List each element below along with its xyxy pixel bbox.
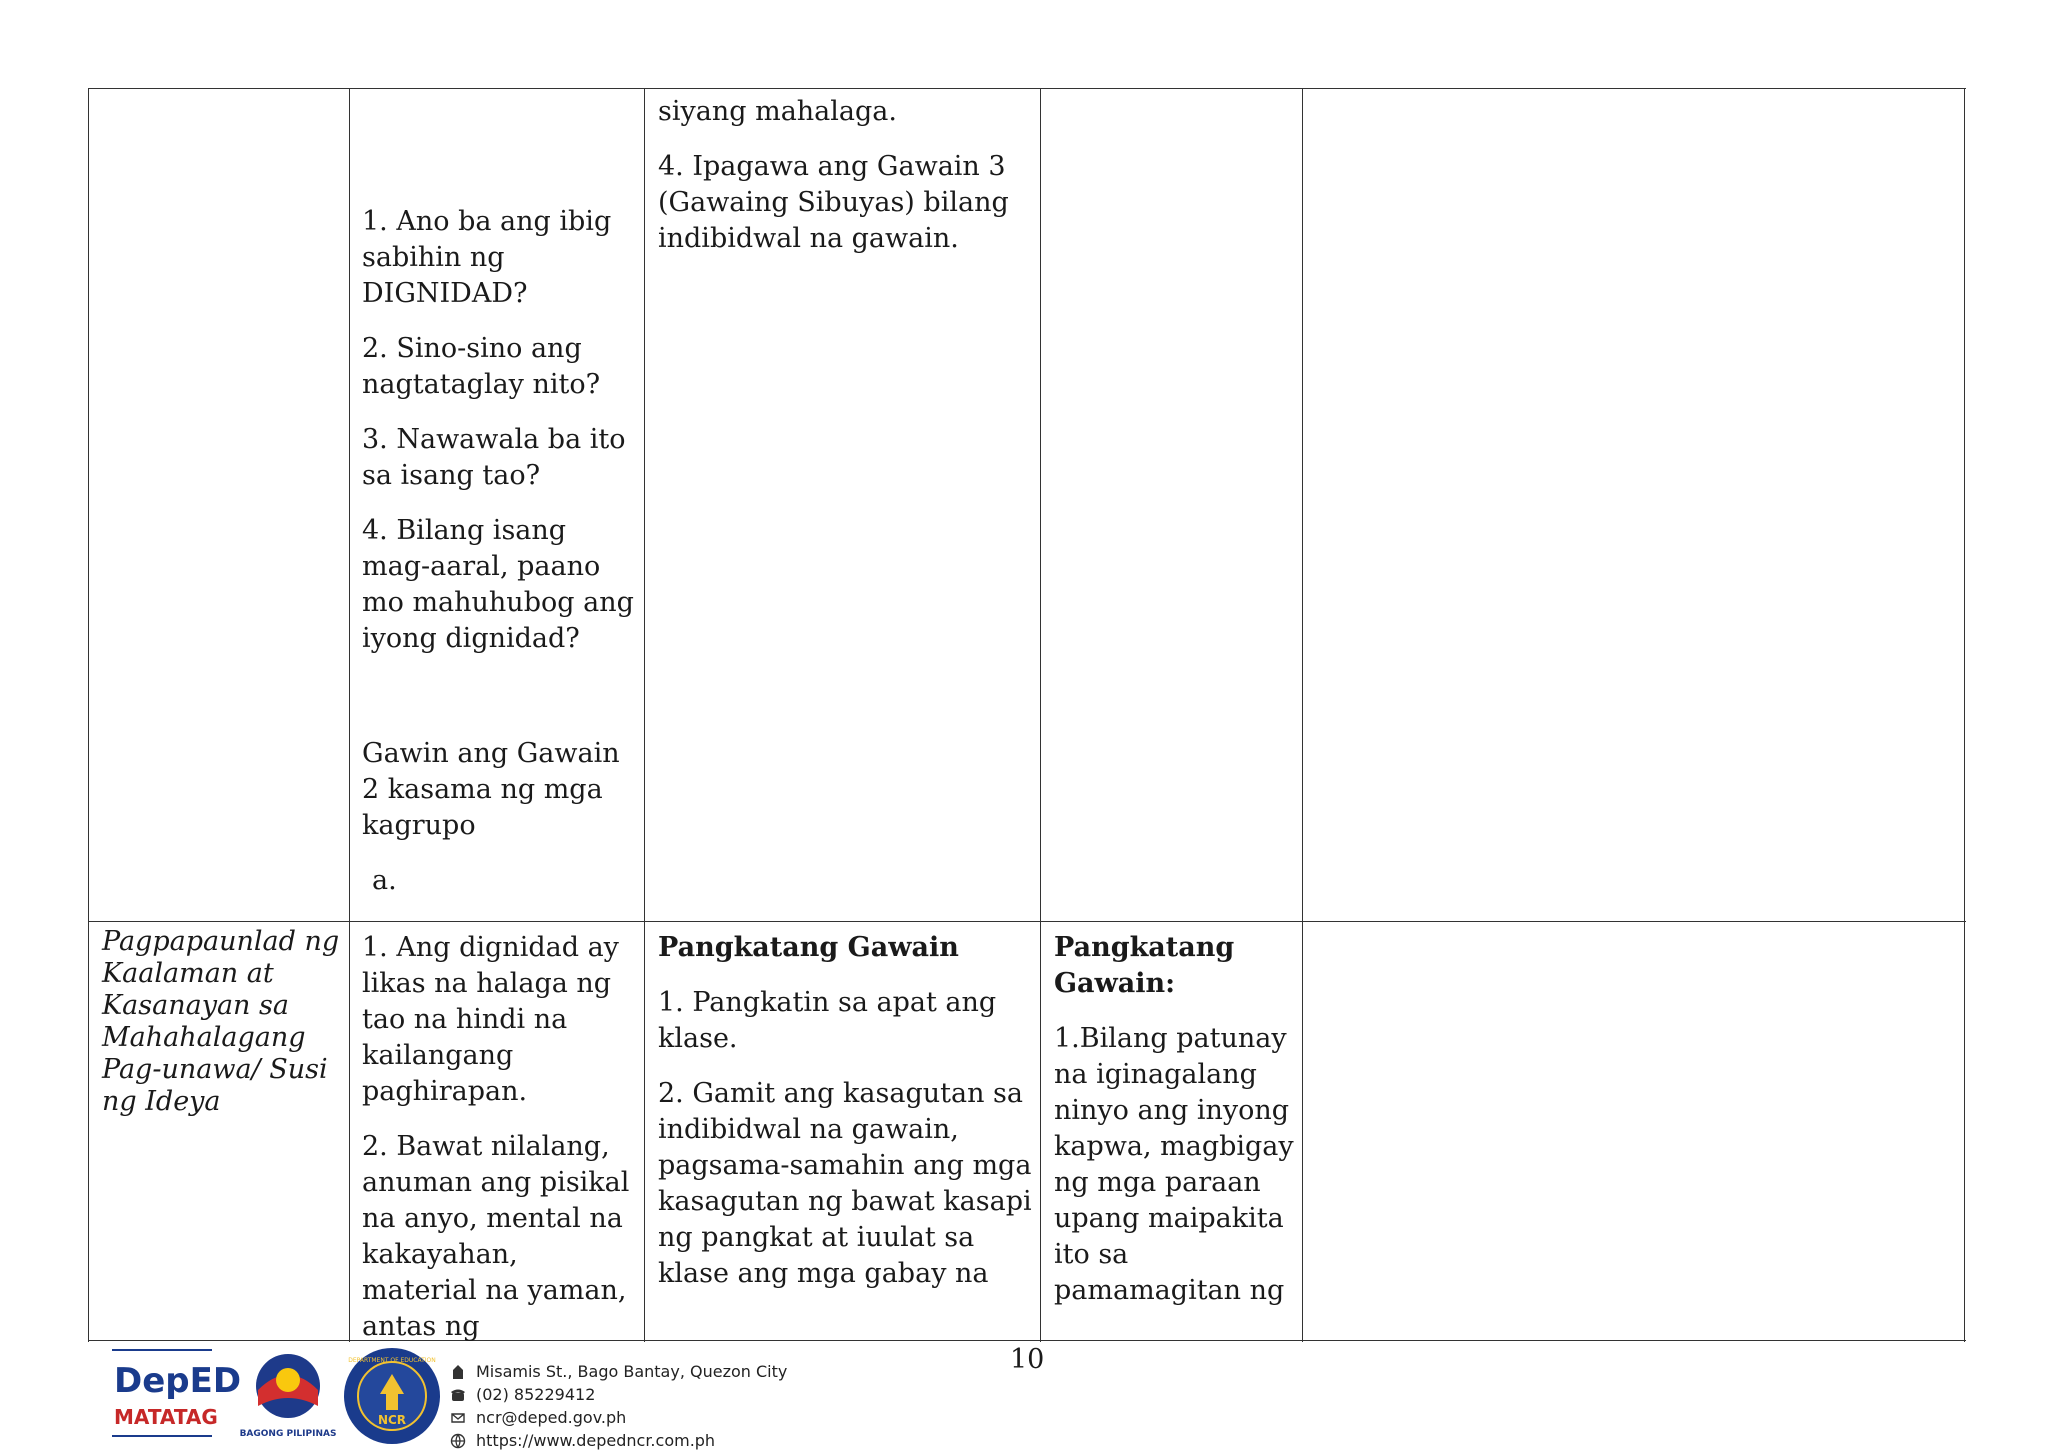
email-row	[450, 1406, 787, 1429]
question-4: 4. Bilang isang mag-aaral, paano mo mahuhubog ang iyong dignidad?	[362, 515, 634, 654]
row2-section-label: Pagpapaunlad ng Kaalaman at Kasanayan sa Mahahalagang Pag-unawa/ Susi ng Ideya	[102, 926, 340, 1117]
lesson-table	[88, 88, 1966, 1342]
item-a: a.	[372, 865, 397, 896]
gawain-3-instruction: 4. Ipagawa ang Gawain 3 (Gawaing Sibuyas) bilang indibidwal na gawain.	[658, 151, 1009, 254]
continued-text: siyang mahalaga.	[658, 96, 897, 127]
building-icon	[450, 1364, 466, 1380]
seal-text: DEPARTMENT OF EDUCATION	[348, 1357, 436, 1364]
column-divider-4	[1302, 88, 1303, 1342]
email-text: ncr@deped.gov.ph	[476, 1408, 627, 1427]
column-divider-2	[644, 88, 645, 1342]
row-divider	[88, 921, 1966, 922]
bagong-pilipinas-text: BAGONG PILIPINAS	[239, 1429, 337, 1439]
row1-questions-cell	[362, 204, 637, 676]
group-step-1: 1. Pangkatin sa apat ang klase.	[658, 987, 997, 1054]
row1-gawin-cell	[362, 736, 637, 918]
globe-icon	[450, 1433, 466, 1449]
table-border-right	[1964, 88, 1965, 1342]
row2-group-task-cell	[1054, 930, 1296, 1328]
concept-2: 2. Bawat nilalang, anuman ang pisikal na anyo, mental na kakayahan, material na yaman, antas ng	[362, 1131, 630, 1342]
website-text: https://www.depedncr.com.ph	[476, 1431, 716, 1450]
address-row	[450, 1360, 787, 1383]
row2-concepts-cell	[362, 930, 637, 1364]
table-border-left	[88, 88, 89, 1342]
phone-icon	[450, 1387, 466, 1403]
column-divider-1	[349, 88, 350, 1342]
question-2: 2. Sino-sino ang nagtataglay nito?	[362, 333, 601, 400]
group-step-2: 2. Gamit ang kasagutan sa indibidwal na gawain, pagsama-samahin ang mga kasagutan ng bawat kasapi ng pangkat at iuulat sa klase ang mga gabay na	[658, 1078, 1032, 1289]
row2-group-activity-cell	[658, 930, 1033, 1311]
row1-activity-cell	[658, 94, 1028, 276]
phone-row	[450, 1383, 787, 1406]
address-text: Misamis St., Bago Bantay, Quezon City	[476, 1362, 788, 1381]
email-icon	[450, 1410, 466, 1426]
deped-ncr-seal	[340, 1346, 444, 1446]
website-row	[450, 1429, 787, 1452]
deped-matatag-logo	[108, 1346, 242, 1442]
table-border-top	[88, 88, 1966, 89]
footer-contact	[450, 1360, 787, 1452]
group-task-title: Pangkatang Gawain:	[1054, 932, 1235, 999]
page-number: 10	[1010, 1344, 1045, 1375]
matatag-text: MATATAG	[114, 1405, 218, 1429]
deped-logo-text: DepED	[114, 1361, 242, 1401]
phone-text: (02) 85229412	[476, 1385, 596, 1404]
question-1: 1. Ano ba ang ibig sabihin ng DIGNIDAD?	[362, 206, 612, 309]
group-task-1: 1.Bilang patunay na iginagalang ninyo ang inyong kapwa, magbigay ng mga paraan upang maipakita ito sa pamamagitan ng	[1054, 1023, 1294, 1306]
group-activity-title: Pangkatang Gawain	[658, 932, 959, 963]
bagong-pilipinas-logo	[238, 1350, 338, 1442]
column-divider-3	[1040, 88, 1041, 1342]
concept-1: 1. Ang dignidad ay likas na halaga ng tao na hindi na kailangang paghirapan.	[362, 932, 619, 1107]
gawin-instruction: Gawin ang Gawain 2 kasama ng mga kagrupo	[362, 738, 620, 841]
question-3: 3. Nawawala ba ito sa isang tao?	[362, 424, 626, 491]
ncr-text: NCR	[377, 1413, 407, 1427]
